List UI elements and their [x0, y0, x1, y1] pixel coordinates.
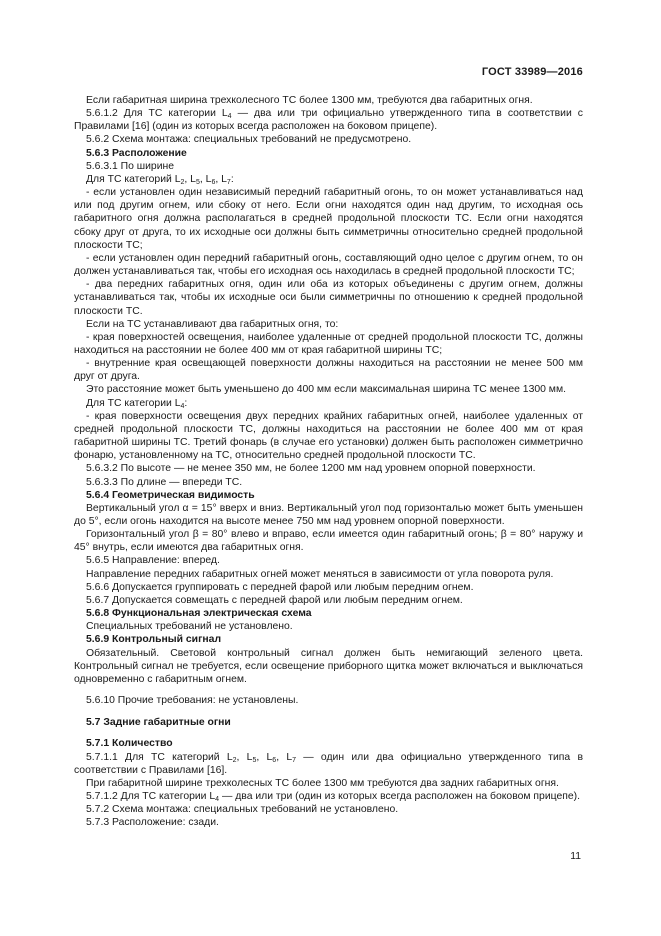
section-heading-5-6-8: 5.6.8 Функциональная электрическая схема	[86, 608, 312, 620]
paragraph: Специальных требований не установлено.	[86, 621, 293, 633]
document-body	[74, 94, 583, 829]
paragraph-category-l4: Для ТС категории $L_4$:	[86, 397, 188, 410]
clause-5-6-3-2: 5.6.3.2 По высоте — не менее 350 мм, не более 1200 мм над уровнем опорной поверхности.	[86, 463, 536, 475]
clause-5-6-10: 5.6.10 Прочие требования: не установлены.	[86, 695, 299, 707]
section-heading-5-6-9: 5.6.9 Контрольный сигнал	[86, 634, 222, 646]
paragraph: Горизонтальный угол β = 80° влево и вправо, если имеется один габаритный огонь; β = 80° наружу и 45° внутрь, если имеются два габаритных огня.	[74, 529, 583, 554]
clause-5-6-5: 5.6.5 Направление: вперед.	[86, 555, 220, 567]
list-item: - края поверхности освещения двух передних крайних габаритных огней, наиболее удаленных от средней продольной плоскости ТС, должны находиться на расстоянии не более 400 мм от края габаритной ширины ТС. Третий фонарь (в случае его установки) должен быть расположен симметрично фонарю, установленному на ТС, относительно средней продольной плоскости ТС.	[74, 410, 583, 462]
clause-5-7-1-1: 5.7.1.1 Для ТС категорий $L_2$, $L_5$, $L_6$, $L_7$ — один или два официально утвержденного типа в соответствии с Правилами [16].	[74, 751, 583, 776]
clause-5-6-6: 5.6.6 Допускается группировать с передней фарой или любым передним огнем.	[86, 581, 474, 593]
document-code-header: ГОСТ 33989—2016	[481, 66, 583, 78]
paragraph: Направление передних габаритных огней может меняться в зависимости от угла поворота руля.	[86, 568, 554, 580]
paragraph: Если габаритная ширина трехколесного ТС более 1300 мм, требуются два габаритных огня.	[86, 95, 533, 106]
clause-5-7-3: 5.7.3 Расположение: сзади.	[86, 817, 219, 829]
paragraph: При габаритной ширине трехколесных ТС более 1300 мм требуются два задних габаритных огня.	[86, 777, 559, 789]
paragraph: Это расстояние может быть уменьшено до 400 мм если максимальная ширина ТС менее 1300 мм.	[86, 384, 566, 396]
clause-5-7-1-2: 5.7.1.2 Для ТС категории $L_4$ — два или три (один из которых всегда расположен на боковом прицепе).	[86, 790, 580, 803]
section-heading-5-7: 5.7 Задние габаритные огни	[86, 717, 231, 729]
list-item: - края поверхностей освещения, наиболее удаленные от средней продольной плоскости ТС, должны находиться на расстоянии не более 400 мм от края габаритной ширины ТС;	[74, 331, 583, 356]
clause-5-6-1-2: 5.6.1.2 Для ТС категории $L_4$ — два или три официально утвержденного типа в соответствии с Правилами [16] (один из которых всегда расположен на боковом прицепе).	[74, 108, 583, 133]
paragraph: Если на ТС устанавливают два габаритных огня, то:	[86, 318, 339, 330]
clause-5-7-2: 5.7.2 Схема монтажа: специальных требований не установлено.	[86, 804, 399, 816]
section-heading-5-6-4: 5.6.4 Геометрическая видимость	[86, 489, 255, 501]
clause-5-6-3-3: 5.6.3.3 По длине — впереди ТС.	[86, 476, 243, 488]
list-item: - два передних габаритных огня, один или оба из которых объединены с другим огнем, должны устанавливаться так, чтобы их исходные оси были симметричны по отношению к средней продольной плоскости ТС.	[74, 279, 583, 317]
page-number: 11	[570, 851, 581, 862]
list-item: - внутренние края освещающей поверхности должны находиться на расстоянии не менее 500 мм друг от друга.	[74, 358, 583, 383]
list-item: - если установлен один независимый передний габаритный огонь, то он может устанавливаться над или под другим огнем, или сбоку от него. Если огни находятся один над другим, то исходная ось габаритного огня должна располагаться в средней продольной плоскости ТС. Если огни находятся сбоку друг от друга, то их исходные оси должны быть симметричны относительно средней продольной плоскости ТС;	[74, 187, 583, 251]
clause-5-6-3-1: 5.6.3.1 По ширине	[86, 160, 175, 172]
clause-5-6-7: 5.6.7 Допускается совмещать с передней фарой или любым передним огнем.	[86, 594, 463, 606]
section-heading-5-6-3: 5.6.3 Расположение	[86, 147, 187, 159]
paragraph: Вертикальный угол α = 15° вверх и вниз. Вертикальный угол под горизонталью может быть уменьшен до 5°, если огонь находится на высоте менее 750 мм над уровнем опорной поверхности.	[74, 502, 583, 527]
paragraph: Обязательный. Световой контрольный сигнал должен быть немигающий зеленого цвета. Контрольный сигнал не требуется, если освещение приборного щитка может включаться и выключаться одновременно с габаритным огнем.	[74, 647, 583, 685]
list-item: - если установлен один передний габаритный огонь, составляющий одно целое с другим огнем, то он должен устанавливаться так, чтобы его исходная ось находилась в средней продольной плоскости ТС;	[74, 252, 583, 278]
clause-5-6-2: 5.6.2 Схема монтажа: специальных требований не предусмотрено.	[86, 134, 412, 146]
section-heading-5-7-1: 5.7.1 Количество	[86, 738, 173, 750]
paragraph-categories: Для ТС категорий $L_2$, $L_5$, $L_6$, $L_7$:	[86, 173, 234, 186]
